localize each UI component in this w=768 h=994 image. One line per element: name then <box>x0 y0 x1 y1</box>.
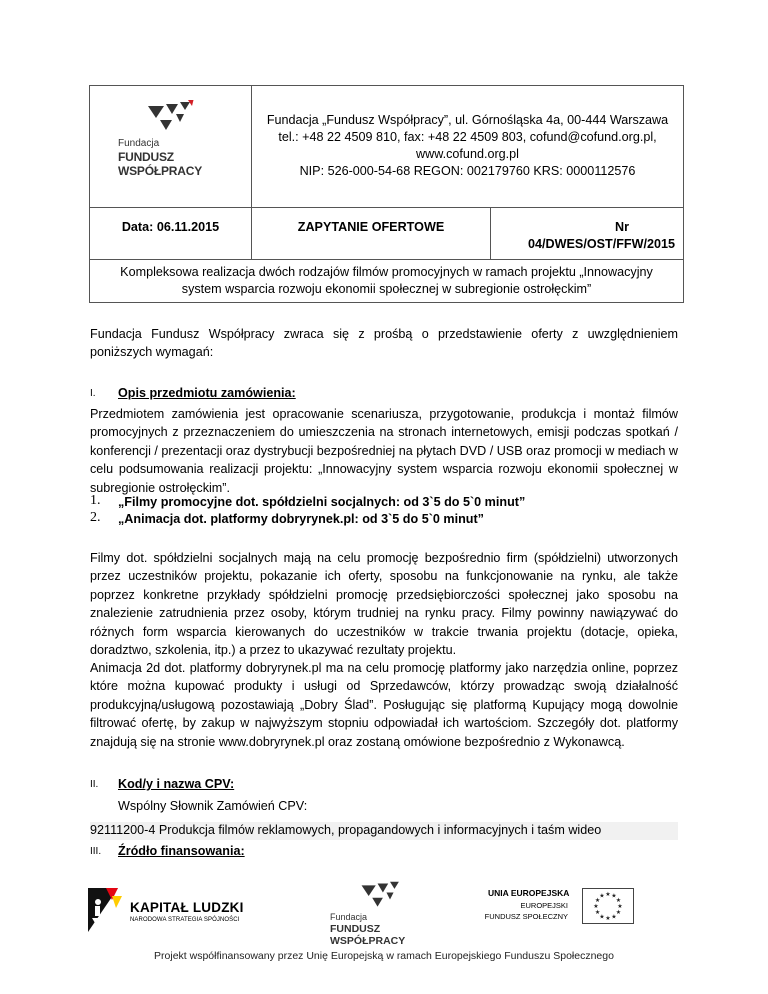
section2-number: II. <box>90 779 99 790</box>
eu-star-icon: ★ <box>615 898 622 904</box>
eu-star-icon: ★ <box>617 904 623 910</box>
footer-note: Projekt współfinansowany przez Unię Europejską w ramach Europejskiego Funduszu Społecznego <box>154 950 614 962</box>
eu-star-icon: ★ <box>611 914 617 921</box>
section1-number: I. <box>90 388 96 399</box>
eu-star-icon: ★ <box>605 892 611 898</box>
logo-text-line2: FUNDUSZ WSPÓŁPRACY <box>118 150 203 178</box>
section3-number: III. <box>90 846 102 857</box>
address-cell <box>251 85 684 208</box>
section2-title: Kod/y i nazwa CPV: <box>118 777 235 791</box>
section1-body <box>90 405 678 497</box>
date-cell <box>89 207 252 260</box>
section1-title: Opis przedmiotu zamówienia: <box>118 386 296 400</box>
eu-star-icon: ★ <box>599 914 605 921</box>
section1-para3-text: Animacja 2d dot. platformy dobryrynek.pl ma na celu promocję platformy jako narzędzia online, poprzez które można kupować produkty i usługi od Sprzedawców, którzy prowadząc swoją działalność produkcyjną/usługową pozostawiają „Dobry Ślad”. Posługując się platformą Kupujący mogą dowolnie filtrować ofertę, by zakup w najwyższym stopniu odpowiadał ich wartościom. Szczegóły dot. platformy znajdują się na stronie www.dobryrynek.pl oraz zostaną omówione bezpośrednio z Wykonawcą. <box>90 661 678 749</box>
ffw-footer-line2: FUNDUSZ WSPÓŁPRACY <box>330 923 406 947</box>
item-2-number: 2. <box>90 510 101 525</box>
intro-paragraph <box>90 325 678 362</box>
nr-label: Nr <box>615 220 629 234</box>
section3-title: Źródło finansowania: <box>118 844 245 858</box>
ffw-footer-line1: Fundacja <box>330 912 368 922</box>
item-1-text: „Filmy promocyjne dot. spółdzielni socjalnych: od 3`5 do 5`0 minut” <box>118 495 526 509</box>
eu-line2: EUROPEJSKI <box>520 901 568 910</box>
cpv-code: 92111200-4 Produkcja filmów reklamowych, propagandowych i informacyjnych i taśm wideo <box>90 823 602 837</box>
doc-type-label: ZAPYTANIE OFERTOWE <box>297 220 445 234</box>
eu-star-icon: ★ <box>611 893 617 900</box>
eu-star-icon: ★ <box>605 916 611 922</box>
address-line-2: tel.: +48 22 4509 810, fax: +48 22 4509 803, cofund@cofund.org.pl, <box>278 130 657 144</box>
section1-para2 <box>90 549 678 659</box>
eu-star-icon: ★ <box>593 904 599 910</box>
item-1-number: 1. <box>90 493 101 508</box>
eu-logo <box>474 886 684 936</box>
eu-flag-icon <box>582 888 634 924</box>
fundacja-logo-icon <box>146 100 196 136</box>
kl-subtitle: NARODOWA STRATEGIA SPÓJNOŚCI <box>130 917 240 923</box>
eu-line3: FUNDUSZ SPOŁECZNY <box>484 912 568 921</box>
kapital-ludzki-logo <box>88 886 288 936</box>
date-label: Data: 06.11.2015 <box>121 220 220 234</box>
doc-type-cell <box>251 207 491 260</box>
kapital-ludzki-emblem-icon <box>88 886 124 934</box>
ffw-footer-logo-icon <box>358 880 406 912</box>
eu-star-icon: ★ <box>594 910 601 916</box>
subject-line-2: system wsparcia rozwoju ekonomii społecznej w subregionie ostrołęckim” <box>181 282 592 296</box>
cpv-dictionary-label: Wspólny Słownik Zamówień CPV: <box>118 799 308 813</box>
intro-text: Fundacja Fundusz Współpracy zwraca się z prośbą o przedstawienie oferty z uwzględnieniem poniższych wymagań: <box>90 327 678 360</box>
eu-star-icon: ★ <box>594 898 601 904</box>
nr-value: 04/DWES/OST/FFW/2015 <box>528 237 675 251</box>
section1-para2-text: Filmy dot. spółdzielni socjalnych mają na celu promocję bezpośrednio firm (spółdzielni) utworzonych przez uczestników projektu, pokazanie ich oferty, sposobu na funkcjonowanie na rynku, ale także poprzez konkretne przykłady spółdzielni promocję przedsiębiorczości społecznej jako sposobu na znalezienie zatrudnienia przez osoby, którym trudniej na rynku pracy. Filmy powinny nawiązywać do różnych form wsparcia kierowanych do uczestników w trakcie trwania projektu (dotacje, opieka, doradztwo, szkolenia, itp.) a przez to ukazywać rezultaty projektu. <box>90 551 678 658</box>
subject-line-1: Kompleksowa realizacja dwóch rodzajów filmów promocyjnych w ramach projektu „Innowacyjny <box>120 265 653 279</box>
logo-text-line1: Fundacja <box>118 138 160 149</box>
address-line-4: NIP: 526-000-54-68 REGON: 002179760 KRS: 0000112576 <box>299 164 636 178</box>
eu-star-icon: ★ <box>615 910 622 916</box>
section1-body-text: Przedmiotem zamówienia jest opracowanie scenariusza, przygotowanie, produkcja i montaż filmów promocyjnych z przeznaczeniem do umieszczenia na stronach internetowych, emisji podczas spotkań / konferencji / prezentacji oraz dystrybucji bezpośredniej na płytach DVD / USB oraz promocji w mediach w celu podsumowania realizacji projektu: „Innowacyjny system wsparcia rozwoju ekonomii społecznej w subregionie ostrołęckim”. <box>90 407 678 495</box>
logo-cell <box>89 85 252 208</box>
ffw-footer-logo <box>330 880 440 947</box>
nr-cell <box>490 207 684 260</box>
section1-para3 <box>90 659 678 751</box>
subject-cell <box>89 259 684 303</box>
kl-title: KAPITAŁ LUDZKI <box>130 900 244 915</box>
address-line-3: www.cofund.org.pl <box>416 147 519 161</box>
eu-title: UNIA EUROPEJSKA <box>488 888 570 898</box>
eu-star-icon: ★ <box>599 893 605 900</box>
address-line-1: Fundacja „Fundusz Współpracy”, ul. Górnośląska 4a, 00-444 Warszawa <box>266 113 669 127</box>
item-2-text: „Animacja dot. platformy dobryrynek.pl: od 3`5 do 5`0 minut” <box>118 512 484 526</box>
